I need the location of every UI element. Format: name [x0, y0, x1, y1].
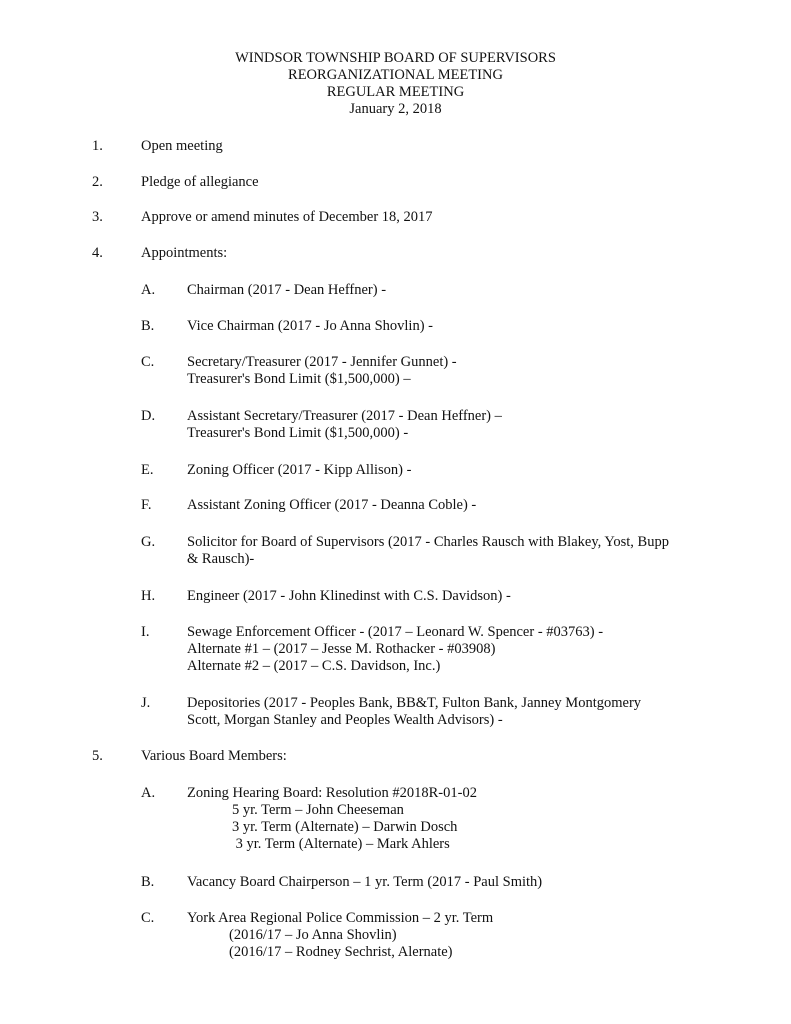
- appointment-solicitor-cont: & Rausch)-: [187, 551, 255, 567]
- board-letter: B.: [141, 874, 155, 890]
- appointment-letter: G.: [141, 534, 156, 550]
- appointment-letter: B.: [141, 318, 155, 334]
- appointment-zoning-officer: Zoning Officer (2017 - Kipp Allison) -: [187, 462, 412, 478]
- board-police-commission: York Area Regional Police Commission – 2 yr. Term: [187, 910, 494, 926]
- header-title: WINDSOR TOWNSHIP BOARD OF SUPERVISORS: [235, 50, 556, 66]
- item-number: 2.: [92, 174, 103, 190]
- appointment-bond-limit: Treasurer's Bond Limit ($1,500,000) –: [187, 371, 411, 387]
- appointment-solicitor: Solicitor for Board of Supervisors (2017 - Charles Rausch with Blakey, Yost, Bupp: [187, 534, 669, 550]
- item-appointments: Appointments:: [141, 245, 228, 261]
- item-board-members: Various Board Members:: [141, 748, 287, 764]
- item-open-meeting: Open meeting: [141, 138, 223, 154]
- board-zoning-hearing: Zoning Hearing Board: Resolution #2018R-01-02: [187, 785, 477, 801]
- item-number: 5.: [92, 748, 103, 764]
- board-vacancy-chairperson: Vacancy Board Chairperson – 1 yr. Term (2017 - Paul Smith): [187, 874, 543, 890]
- header-date: January 2, 2018: [349, 101, 442, 117]
- appointment-letter: H.: [141, 588, 156, 604]
- appointment-secretary-treasurer: Secretary/Treasurer (2017 - Jennifer Gunnet) -: [187, 354, 457, 370]
- item-number: 1.: [92, 138, 103, 154]
- appointment-letter: C.: [141, 354, 155, 370]
- appointment-vice-chairman: Vice Chairman (2017 - Jo Anna Shovlin) -: [187, 318, 433, 334]
- appointment-letter: I.: [141, 624, 150, 640]
- item-minutes: Approve or amend minutes of December 18, 2017: [141, 209, 433, 225]
- appointment-sewage-alternate-1: Alternate #1 – (2017 – Jesse M. Rothacker - #03908): [187, 641, 496, 657]
- appointment-bond-limit: Treasurer's Bond Limit ($1,500,000) -: [187, 425, 409, 441]
- board-letter: C.: [141, 910, 155, 926]
- board-term: 3 yr. Term (Alternate) – Mark Ahlers: [232, 836, 450, 852]
- board-term: 5 yr. Term – John Cheeseman: [232, 802, 404, 818]
- appointment-engineer: Engineer (2017 - John Klinedinst with C.S. Davidson) -: [187, 588, 511, 604]
- appointment-depositories-cont: Scott, Morgan Stanley and Peoples Wealth Advisors) -: [187, 712, 503, 728]
- header-meeting-type: REGULAR MEETING: [326, 84, 465, 100]
- appointment-assistant-zoning-officer: Assistant Zoning Officer (2017 - Deanna Coble) -: [187, 497, 477, 513]
- board-term: 3 yr. Term (Alternate) – Darwin Dosch: [232, 819, 458, 835]
- appointment-sewage-officer: Sewage Enforcement Officer - (2017 – Leonard W. Spencer - #03763) -: [187, 624, 604, 640]
- appointment-letter: A.: [141, 282, 156, 298]
- board-term: (2016/17 – Rodney Sechrist, Alernate): [229, 944, 453, 960]
- appointment-sewage-alternate-2: Alternate #2 – (2017 – C.S. Davidson, Inc.): [187, 658, 441, 674]
- board-letter: A.: [141, 785, 156, 801]
- appointment-depositories: Depositories (2017 - Peoples Bank, BB&T, Fulton Bank, Janney Montgomery: [187, 695, 642, 711]
- item-number: 3.: [92, 209, 103, 225]
- document-header: [0, 50, 791, 118]
- item-pledge: Pledge of allegiance: [141, 174, 259, 190]
- appointment-letter: J.: [141, 695, 151, 711]
- appointment-chairman: Chairman (2017 - Dean Heffner) -: [187, 282, 387, 298]
- board-term: (2016/17 – Jo Anna Shovlin): [229, 927, 397, 943]
- appointment-assistant-secretary: Assistant Secretary/Treasurer (2017 - Dean Heffner) –: [187, 408, 502, 424]
- item-number: 4.: [92, 245, 103, 261]
- appointment-letter: E.: [141, 462, 154, 478]
- appointment-letter: F.: [141, 497, 152, 513]
- header-subtitle: REORGANIZATIONAL MEETING: [288, 67, 503, 83]
- appointment-letter: D.: [141, 408, 156, 424]
